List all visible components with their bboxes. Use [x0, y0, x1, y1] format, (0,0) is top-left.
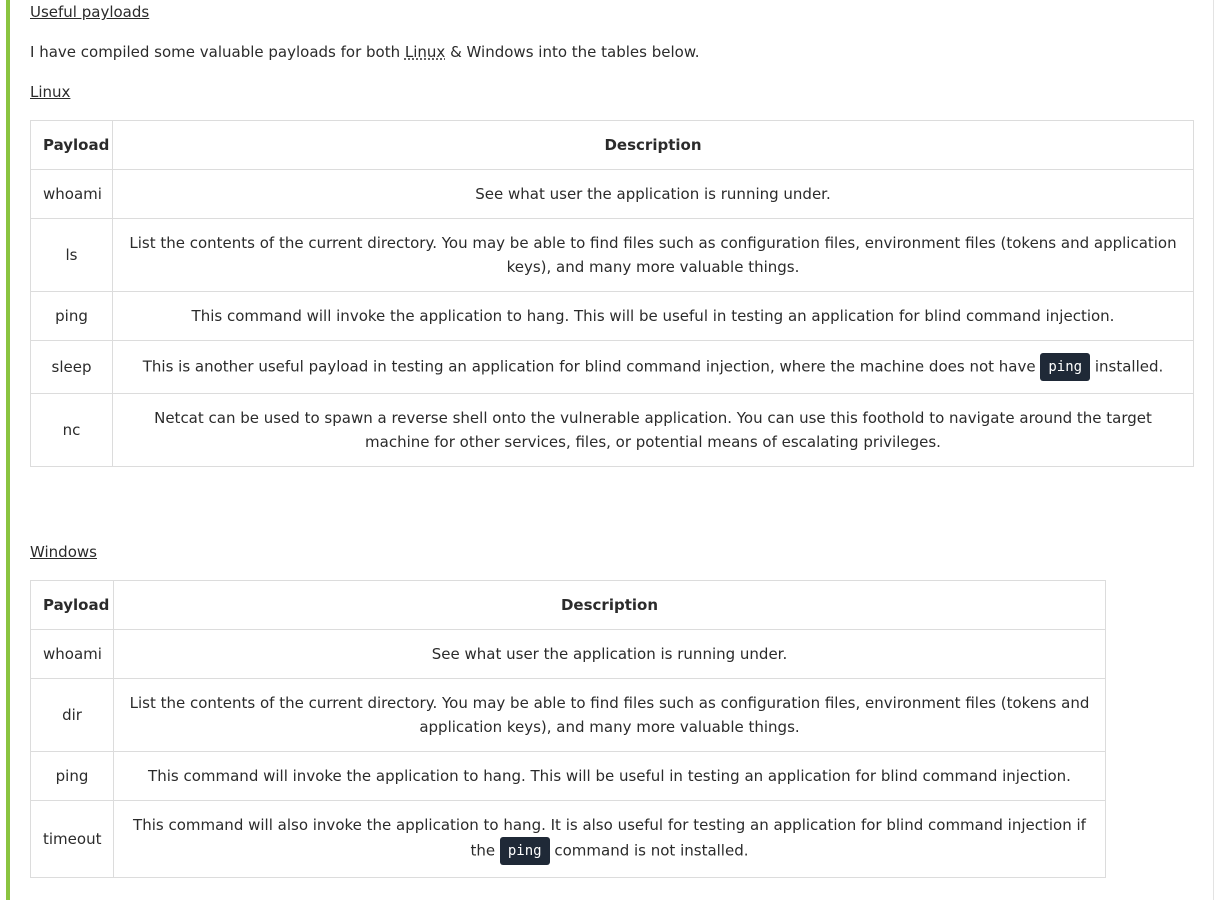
- payload-cell: ping: [31, 752, 114, 801]
- intro-abbr-linux: Linux: [404, 43, 446, 61]
- inline-code-ping: ping: [1040, 353, 1090, 381]
- description-cell: See what user the application is running under.: [114, 630, 1106, 679]
- description-cell: This command will invoke the application to hang. This will be useful in testing an application for blind command injection.: [113, 292, 1194, 341]
- table-header-row: [31, 581, 1106, 630]
- payload-cell: whoami: [31, 630, 114, 679]
- description-cell: Netcat can be used to spawn a reverse shell onto the vulnerable application. You can use this foothold to navigate around the target machine for other services, files, or potential means of escalating privileges.: [113, 394, 1194, 467]
- table-row: [31, 341, 1194, 394]
- payload-cell: sleep: [31, 341, 113, 394]
- windows-payload-table: [30, 580, 1106, 878]
- table-row: [31, 219, 1194, 292]
- linux-payload-table: [30, 120, 1194, 467]
- description-text-after: installed.: [1090, 357, 1164, 376]
- table-row: [31, 292, 1194, 341]
- intro-text-after: & Windows into the tables below.: [445, 43, 700, 61]
- table-row: [31, 394, 1194, 467]
- description-cell: [113, 341, 1194, 394]
- intro-text-before: I have compiled some valuable payloads for both: [30, 43, 405, 61]
- table-row: [31, 752, 1106, 801]
- table-row: [31, 679, 1106, 752]
- heading-windows: Windows: [30, 543, 97, 561]
- payload-cell: whoami: [31, 170, 113, 219]
- payload-cell: nc: [31, 394, 113, 467]
- description-text-before: This is another useful payload in testing an application for blind command injection, where the machine does not have: [142, 357, 1041, 376]
- payload-cell: ping: [31, 292, 113, 341]
- description-cell: List the contents of the current directory. You may be able to find files such as configuration files, environment files (tokens and application keys), and many more valuable things.: [113, 219, 1194, 292]
- accent-bar: [6, 0, 10, 900]
- header-description: Description: [113, 121, 1194, 170]
- header-description: Description: [114, 581, 1106, 630]
- payload-cell: ls: [31, 219, 113, 292]
- payload-cell: dir: [31, 679, 114, 752]
- description-cell: List the contents of the current directory. You may be able to find files such as configuration files, environment files (tokens and application keys), and many more valuable things.: [114, 679, 1106, 752]
- inline-code-ping: ping: [500, 837, 550, 865]
- table-row: [31, 170, 1194, 219]
- header-payload: Payload: [31, 581, 114, 630]
- header-payload: Payload: [31, 121, 113, 170]
- description-cell: This command will invoke the application to hang. This will be useful in testing an application for blind command injection.: [114, 752, 1106, 801]
- table-row: [31, 630, 1106, 679]
- intro-paragraph: [30, 40, 700, 64]
- payload-cell: timeout: [31, 801, 114, 878]
- description-text-before: This command will also invoke the application to hang. It is also useful for testing an application for blind command injection if the: [133, 816, 1086, 860]
- table-row: [31, 801, 1106, 878]
- description-text-after: command is not installed.: [549, 841, 749, 860]
- heading-linux: Linux: [30, 83, 71, 101]
- heading-useful-payloads: Useful payloads: [30, 3, 150, 21]
- description-cell: [114, 801, 1106, 878]
- table-header-row: [31, 121, 1194, 170]
- content-right-border: [1213, 0, 1214, 900]
- description-cell: See what user the application is running under.: [113, 170, 1194, 219]
